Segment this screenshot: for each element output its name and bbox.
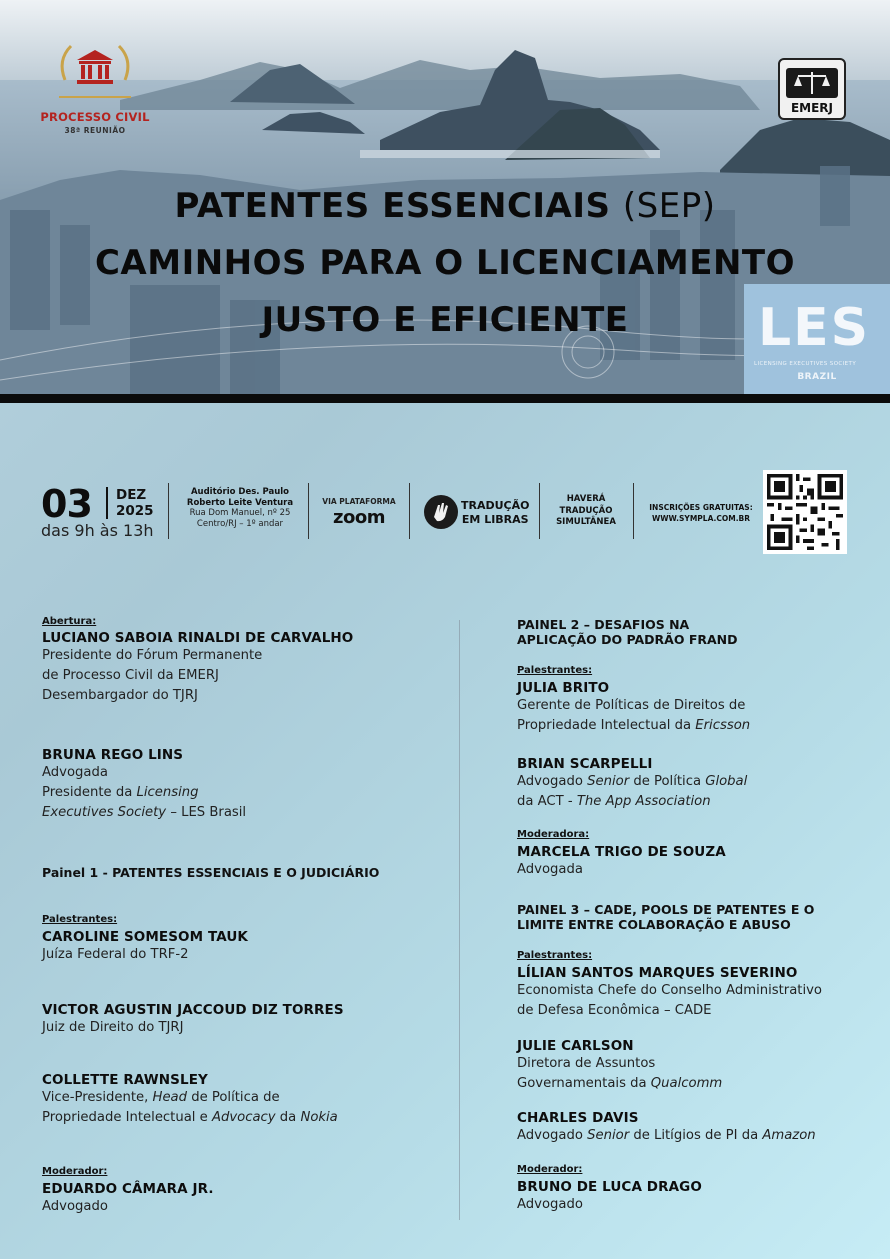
divider [633,483,634,539]
speaker-name: BRUNO DE LUCA DRAGO [517,1179,702,1195]
role-text: Advogado [517,774,588,789]
speaker-role [42,803,246,823]
speaker-role [517,716,750,736]
panel-2-line-2: APLICAÇÃO DO PADRÃO FRAND [517,632,738,647]
venue-line-2: Roberto Leite Ventura [186,497,294,508]
simul-line-2: TRADUÇÃO [559,505,613,516]
speaker-name: BRUNA REGO LINS [42,747,184,763]
role-text: Presidente da [42,785,137,800]
julia-block [517,665,750,736]
simul-line-3: SIMULTÂNEA [556,517,616,527]
role-text: de Política [629,774,706,789]
caroline-block [42,914,248,965]
speaker-role: Desembargador do TJRJ [42,688,198,703]
emerj-label: EMERJ [790,101,834,115]
event-day: 03 [41,482,92,526]
les-acronym: LES [758,298,871,358]
libras-line-2: EM LIBRAS [461,512,529,526]
processo-civil-name: PROCESSO CIVIL [40,110,150,124]
lilian-block [517,950,822,1021]
speaker-role [517,792,747,812]
eduardo-block [42,1166,214,1217]
victor-block [42,1002,344,1038]
role-italic: Qualcomm [650,1076,723,1091]
courthouse-icon [55,40,135,102]
speaker-role: Advogada [42,765,108,780]
libras-translation [424,495,534,535]
scales-of-justice-icon [780,64,844,104]
speaker-role: Presidente do Fórum Permanente [42,648,263,663]
speaker-role [517,1126,816,1146]
panel-3-title [517,902,814,932]
registration-label: INSCRIÇÕES GRATUITAS: [649,503,753,512]
role-text: da [275,1110,301,1125]
speaker-role: Advogado [42,1199,108,1214]
emerj-logo [778,58,846,120]
moderator-label: Moderadora: [517,829,590,840]
les-country: BRAZIL [797,372,837,382]
speaker-name: CHARLES DAVIS [517,1110,639,1126]
moderator-label: Moderador: [42,1166,108,1177]
speaker-name: JULIA BRITO [517,680,610,696]
speaker-role: Advogada [517,862,583,877]
role-italic: Licensing [136,785,199,800]
speaker-role: Diretora de Assuntos [517,1056,656,1071]
speaker-role: de Processo Civil da EMERJ [42,668,219,683]
hero-banner [0,0,890,397]
venue-line-1: Auditório Des. Paulo [190,487,290,497]
title-line-1 [0,186,890,226]
meeting-number: 38ª REUNIÃO [64,126,126,135]
divider [409,483,410,539]
title-abbrev: (SEP) [622,186,716,226]
role-text: Governamentais da [517,1076,651,1091]
speaker-name: LUCIANO SABOIA RINALDI DE CARVALHO [42,630,354,646]
role-italic: Global [705,774,748,789]
speaker-role: Juíza Federal do TRF-2 [42,947,189,962]
role-italic: Nokia [300,1110,338,1125]
event-hours: das 9h às 13h [41,521,154,540]
collette-block [42,1072,338,1128]
panel-3-line-1: PAINEL 3 – CADE, POOLS DE PATENTES E O [517,902,815,917]
speaker-name: VICTOR AGUSTIN JACCOUD DIZ TORRES [42,1002,344,1018]
speaker-role: Gerente de Políticas de Direitos de [517,698,746,713]
brian-block [517,756,747,812]
role-text: Propriedade Intelectual da [517,718,696,733]
venue-line-3: Rua Dom Manuel, nº 25 [189,508,291,518]
speaker-role [42,1108,338,1128]
divider [168,483,169,539]
role-text: Propriedade Intelectual e [42,1110,212,1125]
simul-line-1: HAVERÁ [566,494,606,504]
role-italic: The App Association [576,794,711,809]
speaker-name: COLLETTE RAWNSLEY [42,1072,208,1088]
title-line-2: CAMINHOS PARA O LICENCIAMENTO [94,243,796,283]
bruno-block [517,1164,702,1215]
role-italic: Head [152,1090,188,1105]
speaker-role [517,1074,722,1094]
panel-1-title: Painel 1 - PATENTES ESSENCIAIS E O JUDICIÁRIO [42,865,380,880]
event-venue [180,487,300,529]
platform-label: VIA PLATAFORMA [322,497,396,506]
speaker-role [517,772,747,792]
divider [539,483,540,539]
speaker-role [42,783,246,803]
divider [308,483,309,539]
speaker-role: Economista Chefe do Conselho Administrativo [517,983,823,998]
speakers-label: Palestrantes: [517,950,593,961]
event-month-year [106,487,154,519]
julie-block [517,1038,722,1094]
libras-label [461,499,530,526]
sign-language-icon [424,495,458,529]
column-divider [459,620,460,1220]
panel-2-line-1: PAINEL 2 – DESAFIOS NA [517,617,690,632]
title-main: PATENTES ESSENCIAIS [174,186,611,226]
speaker-name: EDUARDO CÂMARA JR. [42,1181,214,1197]
panel-2-title [517,617,738,647]
processo-civil-logo [36,40,154,135]
role-italic: Senior [587,1128,630,1143]
role-text: de Litígios de PI da [629,1128,763,1143]
opening-label: Abertura: [42,616,97,627]
speaker-name: BRIAN SCARPELLI [517,756,653,772]
speaker-role: de Defesa Econômica – CADE [517,1003,712,1018]
zoom-platform [318,497,400,528]
role-text: – LES Brasil [166,805,247,820]
speaker-name: LÍLIAN SANTOS MARQUES SEVERINO [517,965,798,981]
hero-divider [0,394,890,403]
role-text: Advogado [517,1128,588,1143]
role-text: da ACT - [517,794,577,809]
registration-info [646,503,756,524]
speaker-role [42,1088,338,1108]
role-italic: Ericsson [695,718,751,733]
event-year: 2025 [116,503,154,519]
role-italic: Executives Society [42,805,167,820]
libras-line-1: TRADUÇÃO [461,499,530,512]
role-text: Vice-Presidente, [42,1090,153,1105]
speaker-role: Juiz de Direito do TJRJ [42,1020,184,1035]
moderator-label: Moderador: [517,1164,583,1175]
speaker-role: Advogado [517,1197,583,1212]
zoom-logo: zoom [333,507,385,528]
charles-block [517,1110,816,1146]
role-italic: Advocacy [211,1110,276,1125]
role-italic: Senior [587,774,630,789]
les-tagline: LICENSING EXECUTIVES SOCIETY [754,361,857,367]
speakers-label: Palestrantes: [517,665,593,676]
role-italic: Amazon [762,1128,816,1143]
event-info-bar [0,470,890,560]
marcela-block [517,829,726,880]
opening-block [42,616,353,706]
event-month: DEZ [116,487,147,503]
speaker-name: MARCELA TRIGO DE SOUZA [517,844,726,860]
speaker-name: JULIE CARLSON [517,1038,634,1054]
speaker-name: CAROLINE SOMESOM TAUK [42,929,248,945]
role-text: de Política de [187,1090,280,1105]
title-line-3: JUSTO E EFICIENTE [261,300,629,340]
registration-url[interactable]: WWW.SYMPLA.COM.BR [651,513,751,523]
speakers-label: Palestrantes: [42,914,118,925]
panel-3-line-2: LIMITE ENTRE COLABORAÇÃO E ABUSO [517,917,791,932]
bruna-block [42,747,246,823]
simultaneous-translation [548,494,624,529]
qr-code-icon[interactable] [763,470,847,554]
venue-line-4: Centro/RJ – 1º andar [196,518,284,529]
